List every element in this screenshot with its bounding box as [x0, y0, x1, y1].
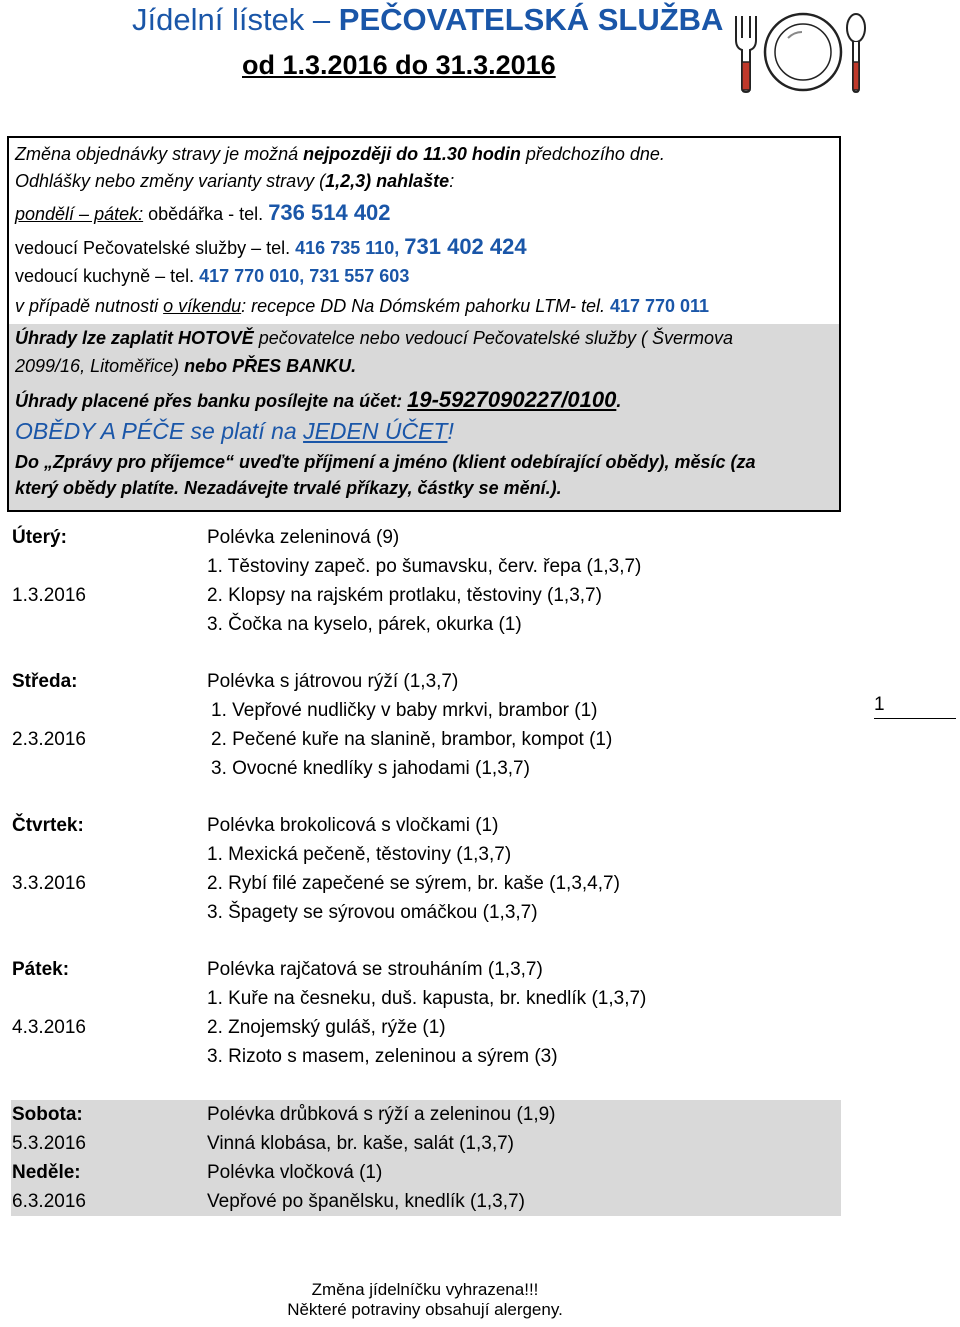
- date-sunday: 6.3.2016: [12, 1191, 86, 1212]
- payment-line-2: 2099/16, Litoměřice) nebo PŘES BANKU.: [15, 356, 357, 376]
- payment-line-1: Úhrady lze zaplatit HOTOVĚ pečovatelce nebo vedoucí Pečovatelské služby ( Švermova: [15, 328, 733, 348]
- day-wednesday: Středa:: [12, 671, 78, 692]
- info-line-kitchen-phone: vedoucí kuchyně – tel. 417 770 010, 731 557 603: [15, 266, 410, 286]
- dish-tuesday-1: 1. Těstoviny zapeč. po šumavsku, červ. řepa (1,3,7): [207, 556, 642, 577]
- dish-tuesday-2: 2. Klopsy na rajském protlaku, těstoviny (1,3,7): [207, 585, 602, 606]
- soup-saturday: Polévka drůbková s rýží a zeleninou (1,9): [207, 1104, 556, 1125]
- dish-friday-3: 3. Rizoto s masem, zeleninou a sýrem (3): [207, 1046, 558, 1067]
- dish-thursday-3: 3. Špagety se sýrovou omáčkou (1,3,7): [207, 902, 538, 923]
- footer-line-2: Některé potraviny obsahují alergeny.: [287, 1300, 563, 1319]
- info-box: [7, 136, 841, 512]
- date-wednesday: 2.3.2016: [12, 729, 86, 750]
- dish-sunday-1: Vepřové po španělsku, knedlík (1,3,7): [207, 1191, 525, 1212]
- page-number-rule: [874, 718, 956, 719]
- header: [0, 0, 960, 110]
- date-range: od 1.3.2016 do 31.3.2016: [242, 50, 556, 80]
- soup-tuesday: Polévka zeleninová (9): [207, 527, 400, 548]
- dish-wednesday-1: 1. Vepřové nudličky v baby mrkvi, brambor (1): [211, 700, 598, 721]
- dish-thursday-2: 2. Rybí filé zapečené se sýrem, br. kaše (1,3,4,7): [207, 873, 620, 894]
- page-number: 1: [874, 694, 885, 715]
- date-tuesday: 1.3.2016: [12, 585, 86, 606]
- payment-info: [9, 324, 839, 510]
- footer-line-1: Změna jídelníčku vyhrazena!!!: [311, 1280, 539, 1299]
- day-thursday: Čtvrtek:: [12, 815, 84, 836]
- footer: [0, 1280, 960, 1320]
- payment-note-2: který obědy platíte. Nezadávejte trvalé příkazy, částky se mění.).: [15, 478, 562, 498]
- plate-fork-spoon-icon: [728, 10, 878, 94]
- info-line-weekday-phone: pondělí – pátek: obědářka - tel. 736 514 402: [15, 200, 391, 225]
- soup-friday: Polévka rajčatová se strouháním (1,3,7): [207, 959, 543, 980]
- ordering-info: [9, 138, 839, 324]
- page-title: Jídelní lístek – PEČOVATELSKÁ SLUŽBA: [132, 2, 724, 37]
- day-saturday: Sobota:: [12, 1104, 83, 1125]
- dish-thursday-1: 1. Mexická pečeně, těstoviny (1,3,7): [207, 844, 512, 865]
- date-saturday: 5.3.2016: [12, 1133, 86, 1154]
- info-line-deadline: Změna objednávky stravy je možná nejpozději do 11.30 hodin předchozího dne.: [15, 144, 665, 164]
- dish-saturday-1: Vinná klobása, br. kaše, salát (1,3,7): [207, 1133, 514, 1154]
- date-thursday: 3.3.2016: [12, 873, 86, 894]
- soup-wednesday: Polévka s játrovou rýží (1,3,7): [207, 671, 459, 692]
- info-line-weekend-phone: v případě nutnosti o víkendu: recepce DD Na Dómském pahorku LTM- tel. 417 770 011: [15, 296, 710, 316]
- dish-wednesday-2: 2. Pečené kuře na slanině, brambor, kompot (1): [211, 729, 613, 750]
- info-line-manager-phone: vedoucí Pečovatelské služby – tel. 416 735 110, 731 402 424: [15, 234, 527, 259]
- dish-friday-2: 2. Znojemský guláš, rýže (1): [207, 1017, 446, 1038]
- day-tuesday: Úterý:: [12, 527, 67, 548]
- dish-friday-1: 1. Kuře na česneku, duš. kapusta, br. knedlík (1,3,7): [207, 988, 647, 1009]
- payment-note-1: Do „Zprávy pro příjemce“ uveďte příjmení a jméno (klient odebírající obědy), měsíc (za: [15, 452, 756, 472]
- soup-thursday: Polévka brokolicová s vločkami (1): [207, 815, 499, 836]
- day-friday: Pátek:: [12, 959, 70, 980]
- dish-wednesday-3: 3. Ovocné knedlíky s jahodami (1,3,7): [211, 758, 530, 779]
- payment-account-line: Úhrady placené přes banku posílejte na účet: 19-5927090227/0100.: [15, 387, 622, 412]
- payment-single-account: OBĚDY A PÉČE se platí na JEDEN ÚČET!: [15, 418, 454, 444]
- info-line-changes: Odhlášky nebo změny varianty stravy (1,2,3) nahlašte:: [15, 171, 455, 191]
- date-friday: 4.3.2016: [12, 1017, 86, 1038]
- day-sunday: Neděle:: [12, 1162, 81, 1183]
- dish-tuesday-3: 3. Čočka na kyselo, párek, okurka (1): [207, 614, 522, 635]
- soup-sunday: Polévka vločková (1): [207, 1162, 383, 1183]
